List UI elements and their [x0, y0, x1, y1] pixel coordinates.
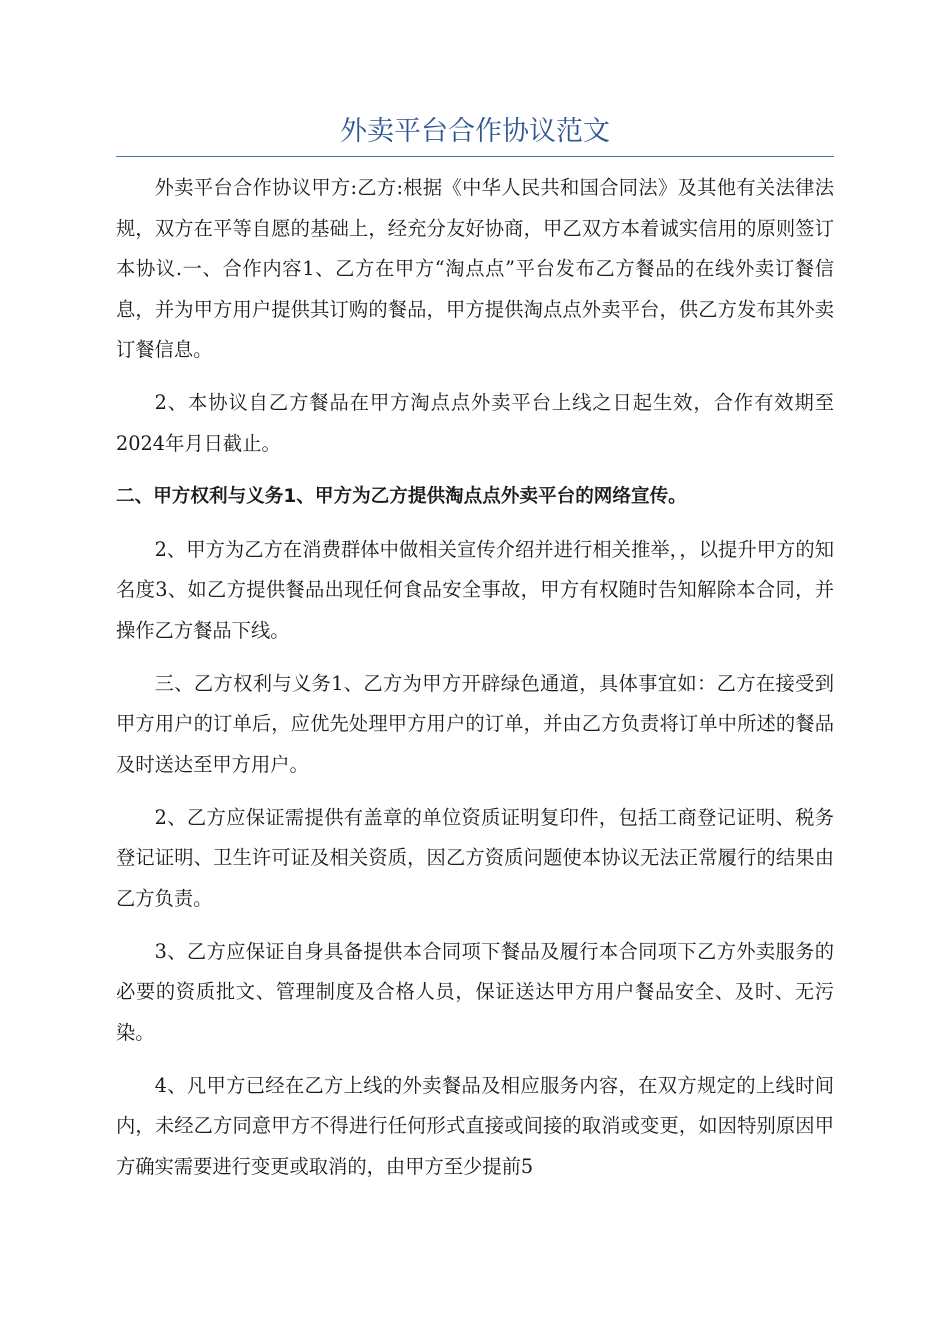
section-heading-party-a: 二、甲方权利与义务1、甲方为乙方提供淘点点外卖平台的网络宣传。 — [116, 485, 687, 507]
title-block — [116, 112, 834, 157]
paragraph-changes: 4、凡甲方已经在乙方上线的外卖餐品及相应服务内容，在双方规定的上线时间内，未经乙方同意甲方不得进行任何形式直接或间接的取消或变更，如因特别原因甲方确实需要进行变更或取消的，由甲方至少提前5 — [116, 1073, 834, 1178]
paragraph-party-b-rights: 三、乙方权利与义务1、乙方为甲方开辟绿色通道，具体事宜如：乙方在接受到甲方用户的订单后，应优先处理甲方用户的订单，并由乙方负责将订单中所述的餐品及时送达至甲方用户。 — [116, 671, 834, 776]
paragraph-party-a-duties: 2、甲方为乙方在消费群体中做相关宣传介绍并进行相关推举，，以提升甲方的知名度3、如乙方提供餐品出现任何食品安全事故，甲方有权随时告知解除本合同，并操作乙方餐品下线。 — [116, 537, 834, 642]
paragraph-party-b-qualifications: 2、乙方应保证需提供有盖章的单位资质证明复印件，包括工商登记证明、税务登记证明、卫生许可证及相关资质，因乙方资质问题使本协议无法正常履行的结果由乙方负责。 — [116, 805, 834, 910]
paragraph-term: 2、本协议自乙方餐品在甲方淘点点外卖平台上线之日起生效，合作有效期至2024年月日截止。 — [116, 391, 834, 455]
paragraph-party-b-safety: 3、乙方应保证自身具备提供本合同项下餐品及履行本合同项下乙方外卖服务的必要的资质批文、管理制度及合格人员，保证送达甲方用户餐品安全、及时、无污染。 — [116, 939, 834, 1044]
paragraph-intro: 外卖平台合作协议甲方:乙方:根据《中华人民共和国合同法》及其他有关法律法规，双方在平等自愿的基础上，经充分友好协商，甲乙双方本着诚实信用的原则签订本协议.一、合作内容1、乙方在甲方“淘点点”平台发布乙方餐品的在线外卖订餐信息，并为甲方用户提供其订购的餐品，甲方提供淘点点外卖平台，供乙方发布其外卖订餐信息。 — [116, 176, 834, 361]
document-title: 外卖平台合作协议范文 — [340, 116, 610, 147]
document-body — [116, 168, 834, 1200]
